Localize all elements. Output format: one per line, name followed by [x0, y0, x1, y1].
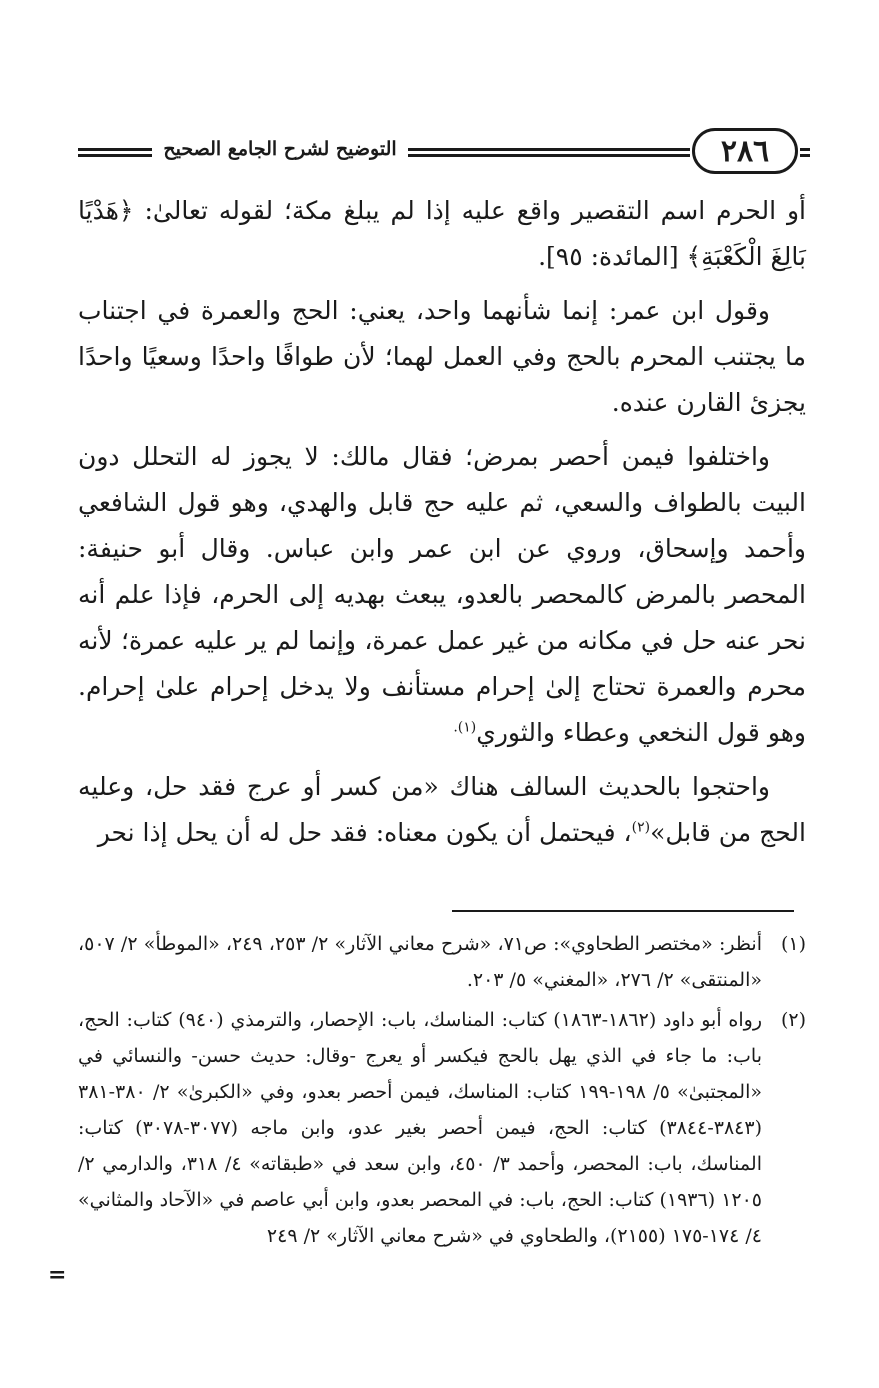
- page-header: [78, 128, 806, 180]
- paragraph-3: [78, 434, 806, 756]
- page-number: ٢٨٦: [692, 128, 798, 174]
- footnote-text: أنظر: «مختصر الطحاوي»: ص٧١، «شرح معاني الآثار» ٢/ ٢٥٣، ٢٤٩، «الموطأ» ٢/ ٥٠٧، «المنتقى» ٢/ ٢٧٦، «المغني» ٥/ ٢٠٣.: [78, 933, 762, 991]
- book-title: التوضيح لشرح الجامع الصحيح: [163, 138, 397, 160]
- footnotes-section: [78, 926, 806, 1258]
- continuation-mark: =: [48, 1262, 67, 1288]
- header-rule-middle: [408, 148, 690, 157]
- footnote-2: [78, 1002, 806, 1254]
- paragraph-2: وقول ابن عمر: إنما شأنهما واحد، يعني: الحج والعمرة في اجتناب ما يجتنب المحرم بالحج وفي العمل لهما؛ لأن طوافًا واحدًا وسعيًا واحدًا يجزئ القارن عنده.: [78, 296, 806, 417]
- paragraph-1: أو الحرم اسم التقصير واقع عليه إذا لم يبلغ مكة؛ لقوله تعالىٰ: ﴿هَدْيًا بَالِغَ الْكَعْبَةِ﴾ [المائدة: ٩٥].: [78, 196, 806, 271]
- footnote-number: (٢): [780, 1009, 806, 1031]
- header-rule-right: [800, 148, 810, 157]
- footnote-1: [78, 926, 806, 998]
- main-text: [78, 188, 806, 864]
- paragraph-3-text: واختلفوا فيمن أحصر بمرض؛ فقال مالك: لا يجوز له التحلل دون البيت بالطواف والسعي، ثم عليه حج قابل والهدي، وهو قول الشافعي وأحمد وإسحاق، وروي عن ابن عمر وابن عباس. وقال أبو حنيفة: المحصر بالمرض كالمحصر بالعدو، يبعث بهديه إلى الحرم، فإذا علم أنه نحر عنه حل في مكانه من غير عمل عمرة، وإنما لم ير عليه عمرة؛ لأنه محرم والعمرة تحتاج إلىٰ إحرام مستأنف ولا يدخل إحرام علىٰ إحرام. وهو قول النخعي وعطاء والثوري: [78, 442, 806, 747]
- paragraph-4: [78, 764, 806, 856]
- footnote-number: (١): [780, 933, 806, 955]
- footnote-ref-2[interactable]: (٢): [631, 819, 651, 836]
- header-rule-left: [78, 148, 152, 157]
- footnote-separator: [452, 910, 794, 912]
- footnote-text: رواه أبو داود (١٨٦٢-١٨٦٣) كتاب: المناسك، باب: الإحصار، والترمذي (٩٤٠) كتاب: الحج، باب: ما جاء في الذي يهل بالحج فيكسر أو يعرج -وقال: حديث حسن- والنسائي في «المجتبىٰ» ٥/ ١٩٨-١٩٩ كتاب: المناسك، فيمن أحصر بعدو، وفي «الكبرىٰ» ٢/ ٣٨٠-٣٨١ (٣٨٤٣-٣٨٤٤) كتاب: الحج، فيمن أحصر بغير عدو، وابن ماجه (٣٠٧٧-٣٠٧٨) كتاب: المناسك، باب: المحصر، وأحمد ٣/ ٤٥٠، وابن سعد في «طبقاته» ٤/ ٣١٨، والدارمي ٢/ ١٢٠٥ (١٩٣٦) كتاب: الحج، باب: في المحصر بعدو، وابن أبي عاصم في «الآحاد والمثاني» ٤/ ١٧٤-١٧٥ (٢١٥٥)، والطحاوي في «شرح معاني الآثار» ٢/ ٢٤٩: [78, 1009, 763, 1247]
- paragraph-4-text: واحتجوا بالحديث السالف هناك «من كسر أو عرج فقد حل، وعليه الحج من قابل»: [78, 772, 806, 847]
- paragraph-4-tail: ، فيحتمل أن يكون معناه: فقد حل له أن يحل إذا نحر: [97, 818, 632, 847]
- footnote-ref-1[interactable]: (١).: [453, 719, 477, 736]
